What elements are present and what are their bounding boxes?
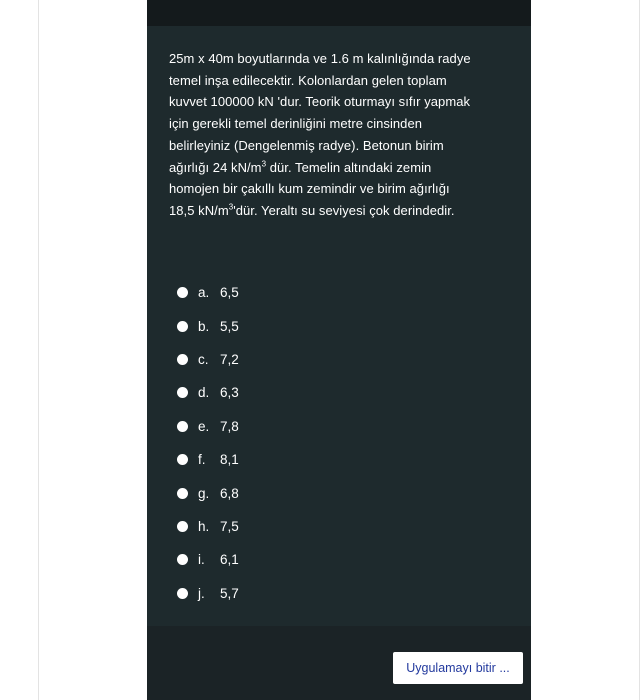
radio-button-icon[interactable] (177, 454, 188, 465)
superscript: 3 (228, 202, 234, 212)
finish-attempt-button[interactable]: Uygulamayı bitir ... (393, 652, 523, 684)
option-b[interactable] (177, 309, 239, 342)
option-value: 8,1 (220, 452, 239, 468)
option-letter: e. (198, 418, 210, 434)
option-value: 6,3 (220, 385, 239, 401)
option-j[interactable] (177, 577, 239, 610)
option-letter: c. (198, 351, 209, 367)
question-line: kuvvet 100000 kN 'dur. Teorik oturmayı sıfır yapmak (169, 94, 471, 110)
question-line: için gerekli temel derinliğini metre cinsinden (169, 116, 423, 132)
question-line: belirleyiniz (Dengelenmiş radye). Betonun birim (169, 137, 444, 153)
question-line: temel inşa edilecektir. Kolonlardan gelen toplam (169, 72, 447, 88)
option-value: 7,5 (220, 518, 239, 534)
radio-button-icon[interactable] (177, 321, 188, 332)
question-card (147, 26, 531, 626)
option-value: 6,5 (220, 285, 239, 301)
question-text-part: dür. Temelin altındaki zemin (266, 159, 432, 175)
question-line (169, 157, 514, 179)
radio-button-icon[interactable] (177, 387, 188, 398)
option-letter: i. (198, 552, 205, 568)
option-value: 6,1 (220, 552, 239, 568)
question-line (169, 200, 514, 222)
option-letter: f. (198, 452, 206, 468)
option-value: 7,8 (220, 418, 239, 434)
radio-button-icon[interactable] (177, 421, 188, 432)
question-text-part: 'dür. Yeraltı su seviyesi çok derindedir. (233, 202, 455, 218)
top-bar (147, 0, 531, 26)
option-h[interactable] (177, 510, 239, 543)
answer-options (177, 276, 239, 610)
option-f[interactable] (177, 443, 239, 476)
question-line: 25m x 40m boyutlarında ve 1.6 m kalınlığında radye (169, 51, 471, 66)
option-d[interactable] (177, 376, 239, 409)
radio-button-icon[interactable] (177, 488, 188, 499)
option-letter: d. (198, 385, 210, 401)
question-text-part: 18,5 kN/m (169, 202, 229, 218)
radio-button-icon[interactable] (177, 521, 188, 532)
quiz-screen (147, 0, 531, 700)
option-c[interactable] (177, 343, 239, 376)
option-letter: h. (198, 518, 210, 534)
question-text-part: ağırlığı 24 kN/m (169, 159, 262, 175)
question-line: homojen bir çakıllı kum zemindir ve birim ağırlığı (169, 181, 450, 197)
question-text (169, 48, 514, 222)
frame-border-right (639, 0, 640, 700)
radio-button-icon[interactable] (177, 287, 188, 298)
option-value: 6,8 (220, 485, 239, 501)
option-letter: a. (198, 285, 210, 301)
radio-button-icon[interactable] (177, 588, 188, 599)
option-value: 5,5 (220, 318, 239, 334)
radio-button-icon[interactable] (177, 554, 188, 565)
superscript: 3 (261, 159, 267, 169)
option-letter: g. (198, 485, 210, 501)
option-i[interactable] (177, 543, 239, 576)
option-g[interactable] (177, 476, 239, 509)
option-letter: b. (198, 318, 210, 334)
option-value: 5,7 (220, 585, 239, 601)
option-value: 7,2 (220, 351, 239, 367)
option-a[interactable] (177, 276, 239, 309)
option-letter: j. (198, 585, 205, 601)
radio-button-icon[interactable] (177, 354, 188, 365)
option-e[interactable] (177, 410, 239, 443)
frame-border-left (38, 0, 39, 700)
